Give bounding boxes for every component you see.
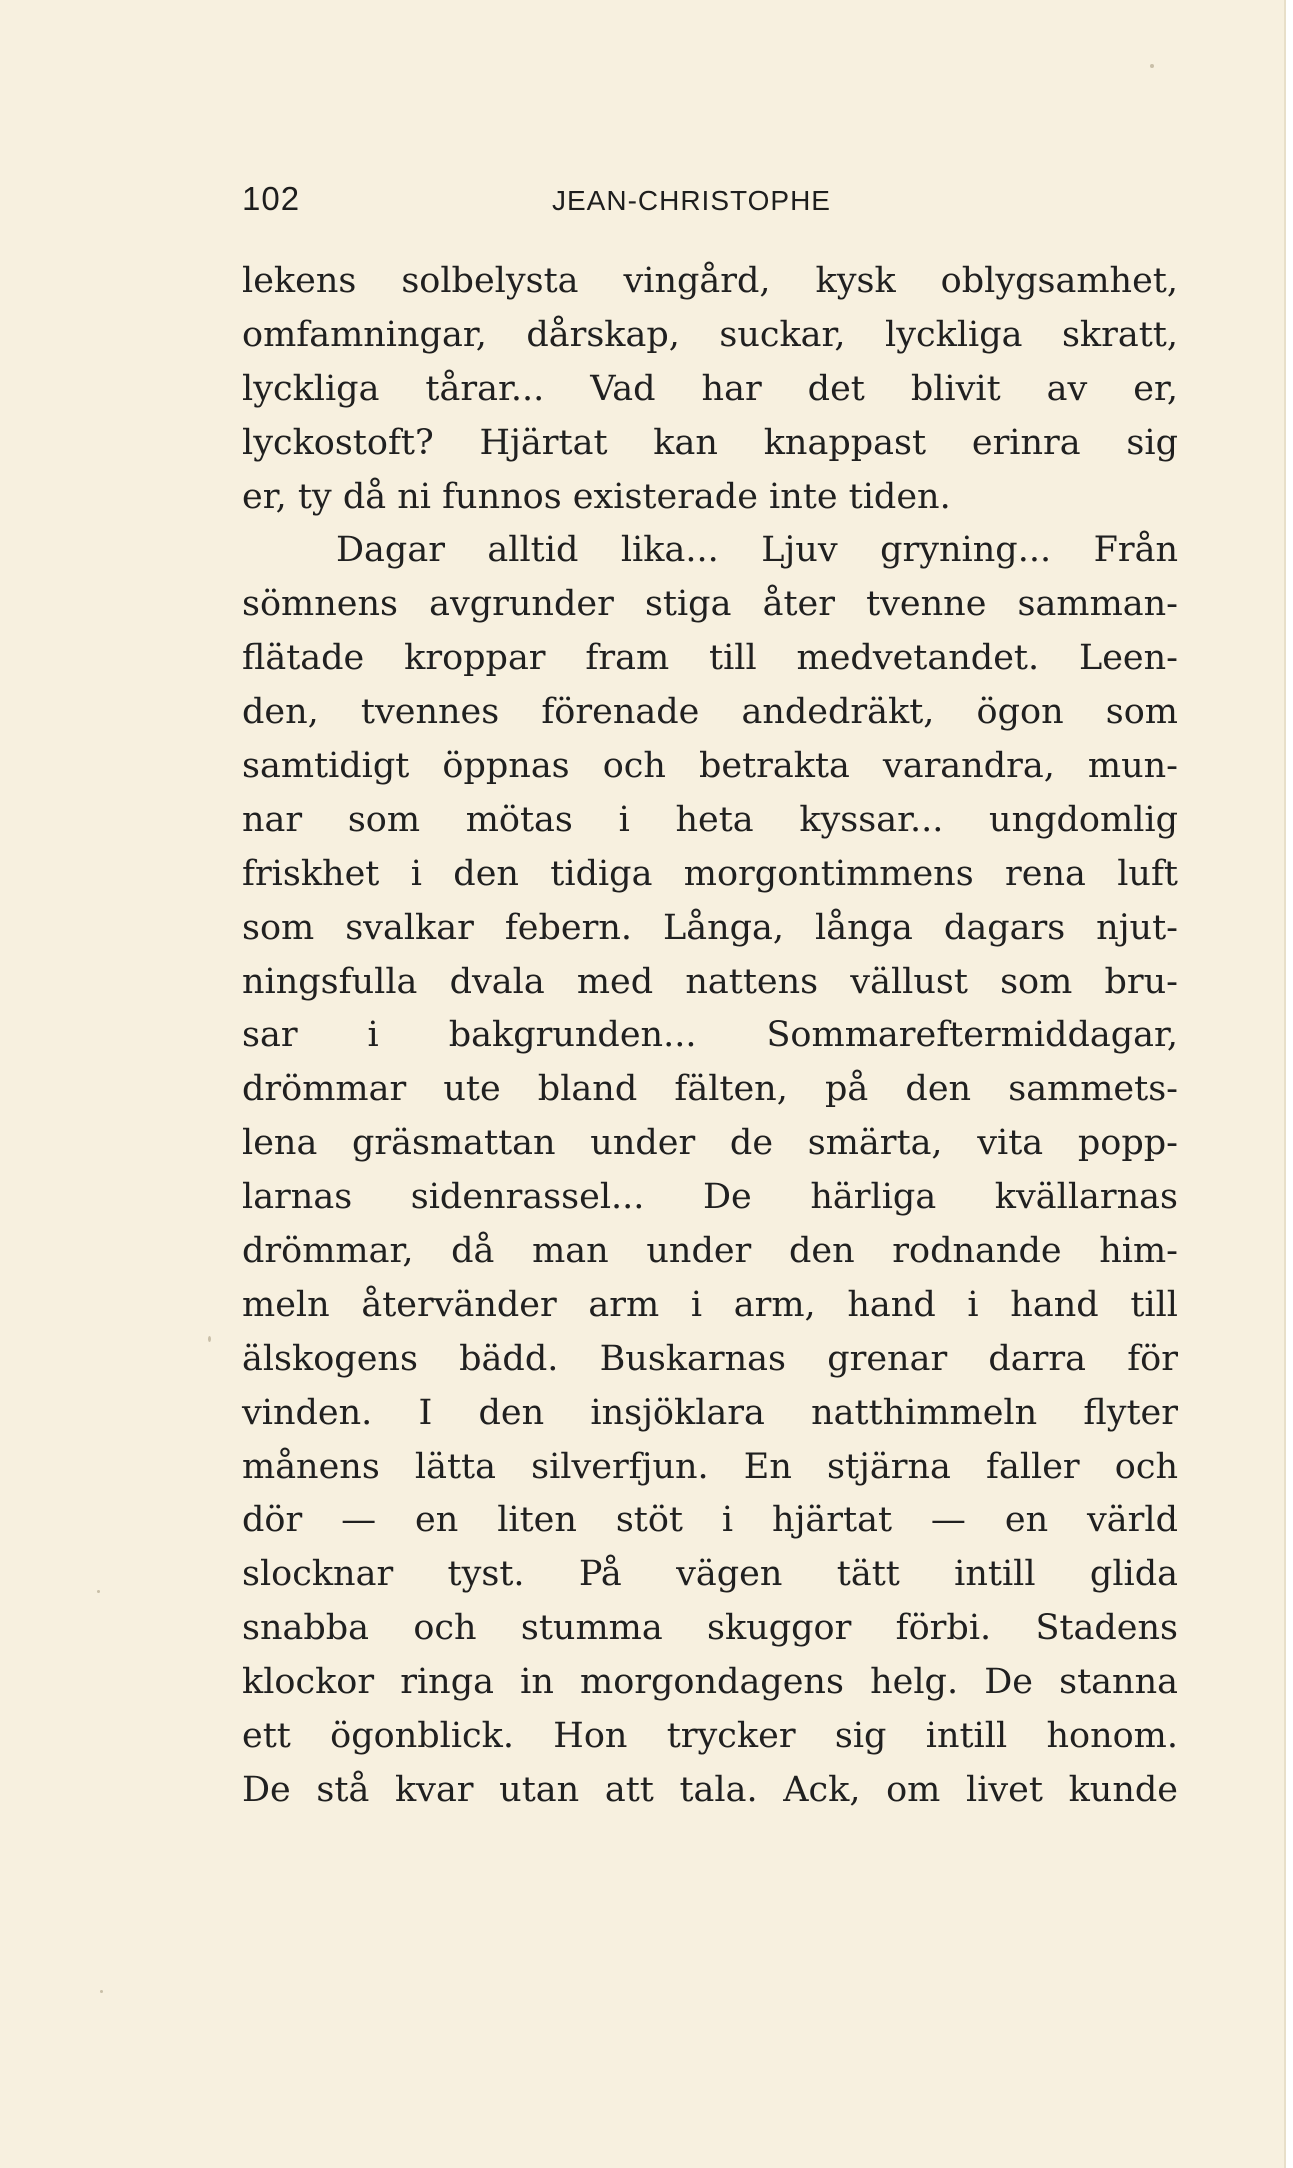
text-line: dör — en liten stöt i hjärtat — en värld — [242, 1500, 1178, 1541]
text-line: månens lätta silverfjun. En stjärna faller och — [242, 1446, 1178, 1487]
text-line: meln återvänder arm i arm, hand i hand till — [242, 1284, 1178, 1325]
text-line: flätade kroppar fram till medvetandet. Leen- — [242, 638, 1178, 679]
paper-speck — [208, 1336, 211, 1342]
text-line: snabba och stumma skuggor förbi. Stadens — [242, 1608, 1178, 1649]
text-line: lekens solbelysta vingård, kysk oblygsamhet, — [242, 261, 1178, 301]
text-line: lena gräsmattan under de smärta, vita popp- — [242, 1123, 1178, 1164]
text-line: ett ögonblick. Hon trycker sig intill honom. — [242, 1716, 1178, 1757]
paper-speck — [100, 1990, 103, 1993]
text-line: drömmar ute bland fälten, på den sammets- — [242, 1069, 1178, 1110]
text-line: Dagar alltid lika... Ljuv gryning... Från — [336, 530, 1178, 571]
text-line: klockor ringa in morgondagens helg. De stanna — [242, 1662, 1178, 1703]
text-line: larnas sidenrassel... De härliga kvällarnas — [242, 1177, 1178, 1218]
text-line: er, ty då ni funnos existerade inte tiden. — [242, 476, 951, 517]
body-text — [242, 255, 1178, 1818]
text-line: friskhet i den tidiga morgontimmens rena luft — [242, 853, 1178, 894]
text-line: lyckliga tårar... Vad har det blivit av er, — [242, 368, 1178, 409]
paper-speck — [97, 1590, 100, 1593]
text-line: den, tvennes förenade andedräkt, ögon som — [242, 692, 1178, 733]
text-line: ningsfulla dvala med nattens vällust som bru- — [242, 961, 1178, 1002]
text-line: drömmar, då man under den rodnande him- — [242, 1231, 1178, 1272]
running-head: JEAN-CHRISTOPHE — [552, 185, 831, 216]
text-line: sar i bakgrunden... Sommareftermiddagar, — [242, 1015, 1178, 1056]
page-number: 102 — [242, 180, 301, 217]
paper-speck — [1150, 64, 1154, 68]
text-line: älskogens bädd. Buskarnas grenar darra för — [242, 1338, 1178, 1379]
text-line: som svalkar febern. Långa, långa dagars njut- — [242, 907, 1178, 948]
text-line: omfamningar, dårskap, suckar, lyckliga skratt, — [242, 314, 1178, 355]
page-header — [242, 180, 1178, 230]
text-line: slocknar tyst. På vägen tätt intill glida — [242, 1554, 1178, 1595]
text-line: vinden. I den insjöklara natthimmeln flyter — [242, 1392, 1178, 1433]
text-line: lyckostoft? Hjärtat kan knappast erinra sig — [242, 422, 1178, 463]
text-line: nar som mötas i heta kyssar... ungdomlig — [242, 799, 1178, 840]
text-line: sömnens avgrunder stiga åter tvenne samman- — [242, 584, 1178, 625]
text-line: samtidigt öppnas och betrakta varandra, mun- — [242, 746, 1178, 787]
text-line: De stå kvar utan att tala. Ack, om livet kunde — [242, 1769, 1178, 1810]
